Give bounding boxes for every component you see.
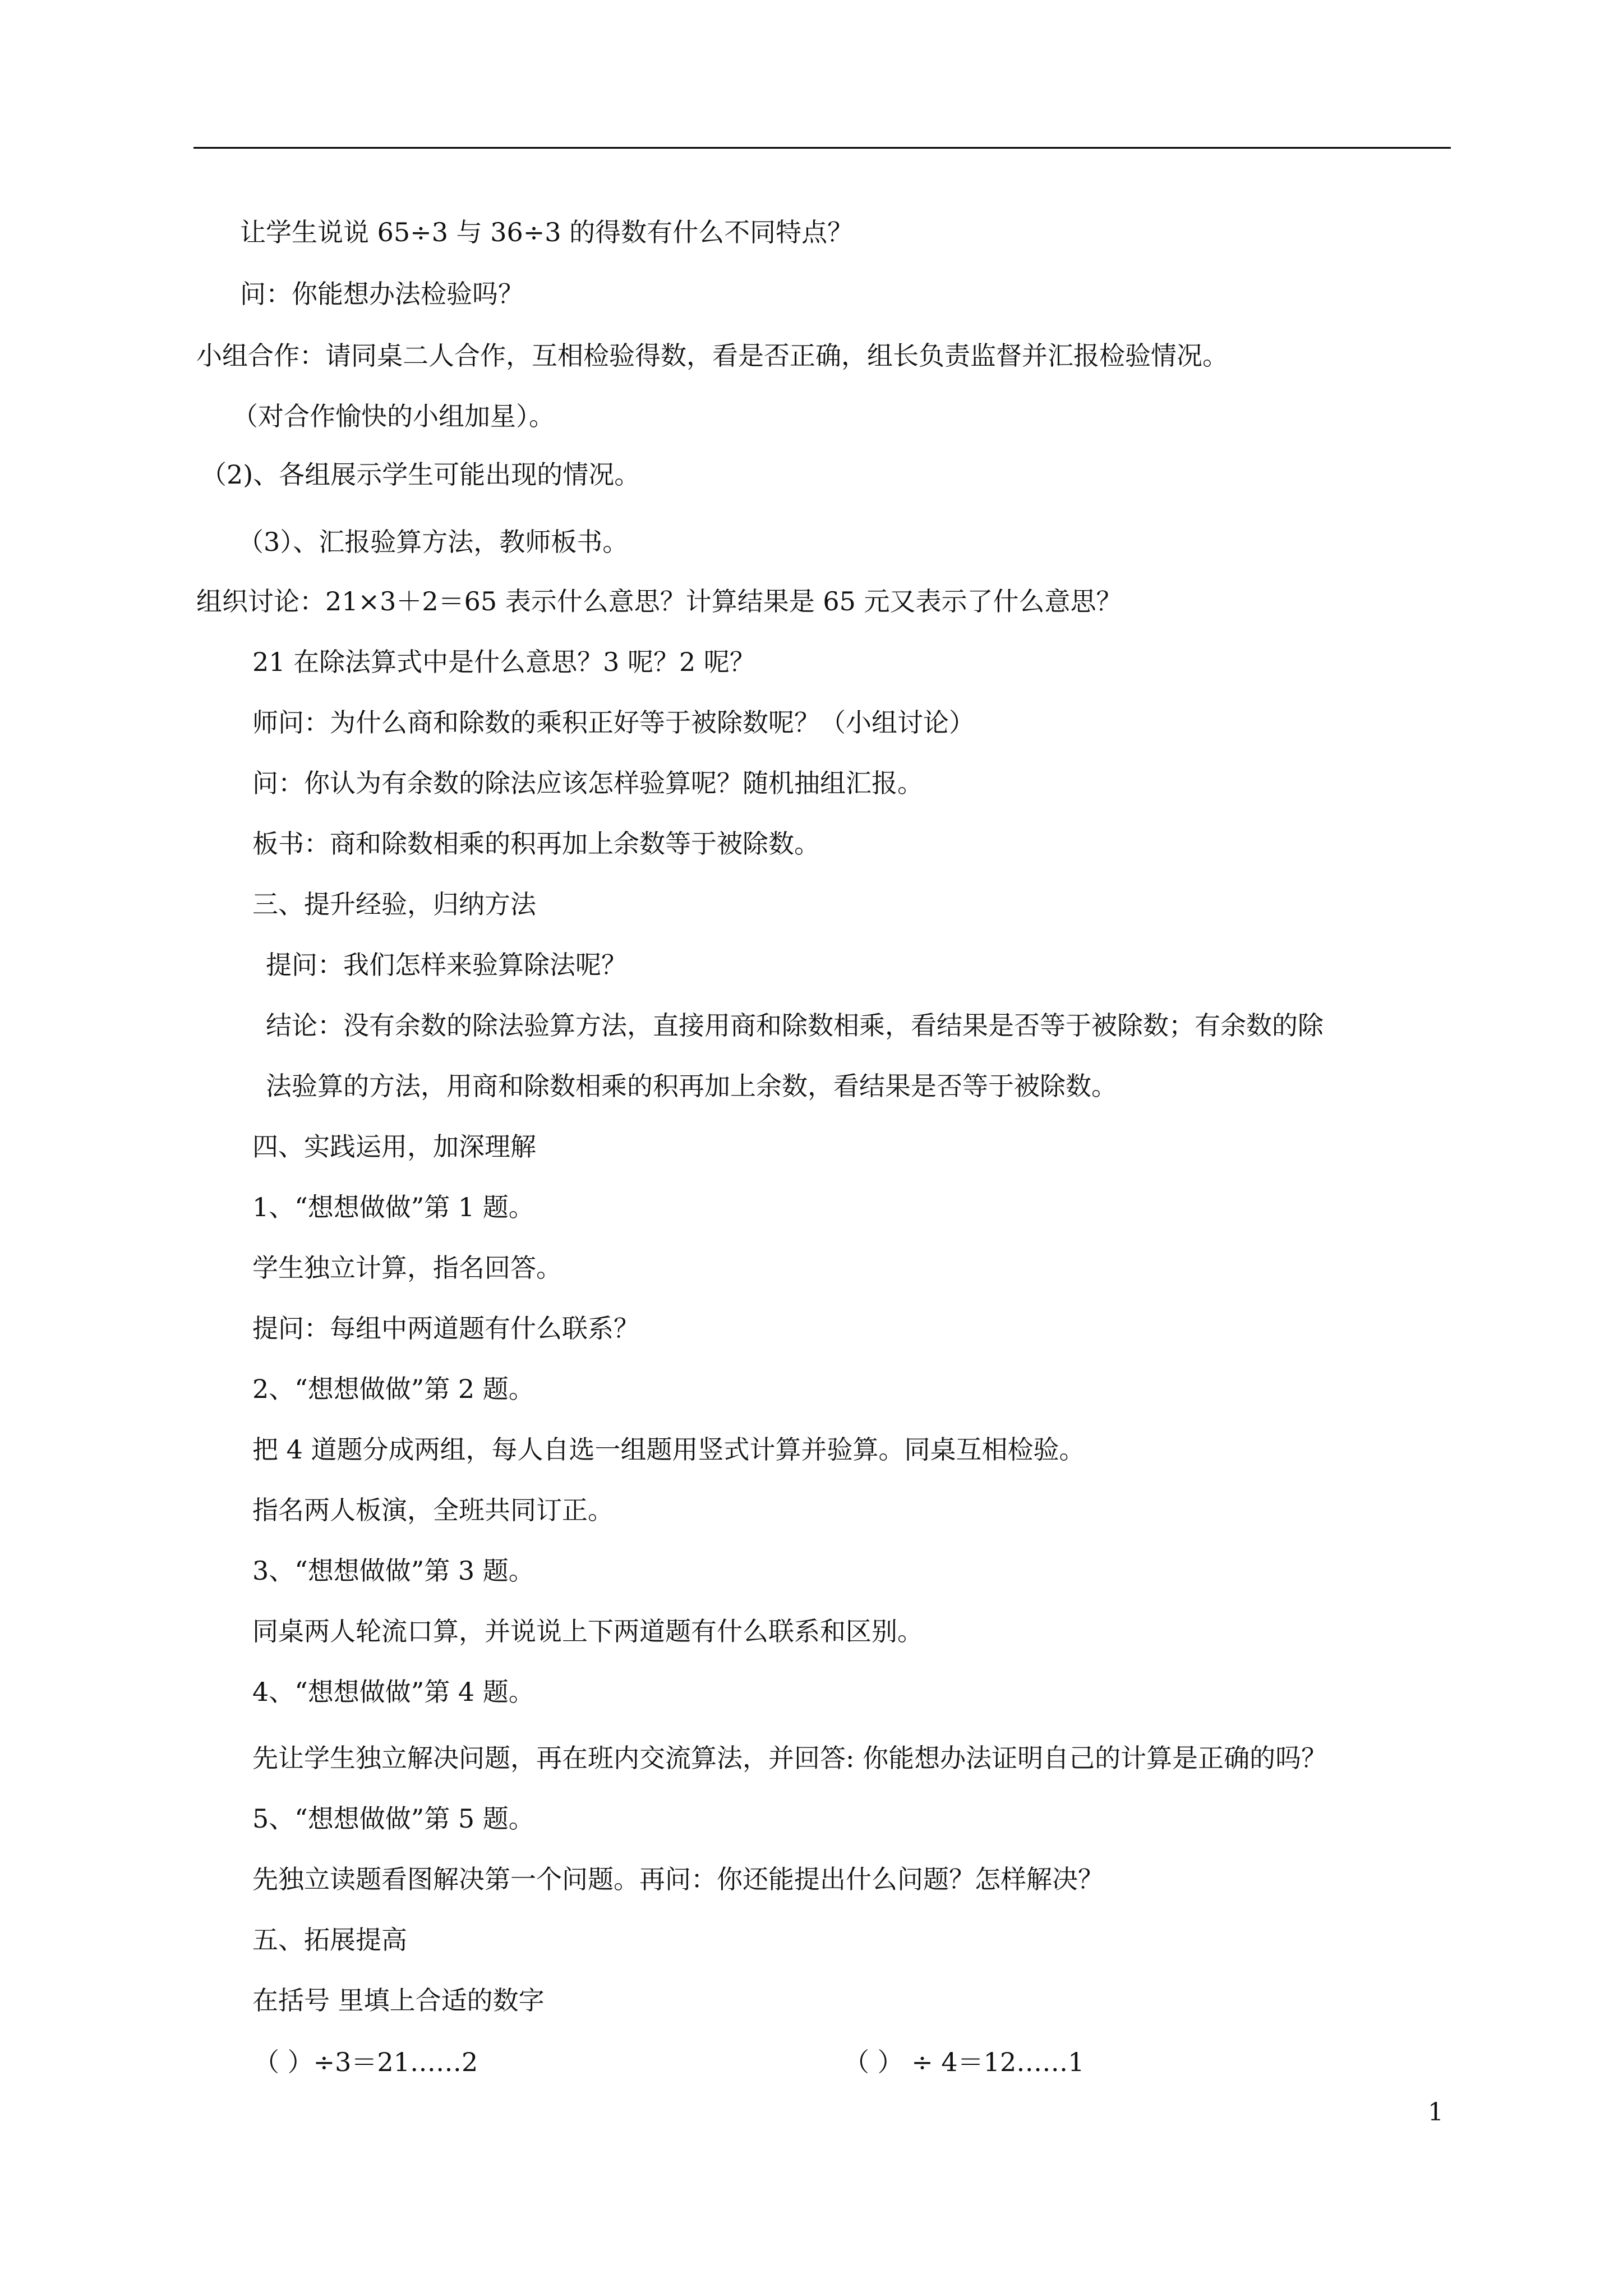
text-line: 提问：每组中两道题有什么联系？ bbox=[252, 1313, 639, 1343]
text-line: （对合作愉快的小组加星）。 bbox=[232, 401, 555, 431]
text-line: 结论：没有余数的除法验算方法，直接用商和除数相乘，看结果是否等于被除数；有余数的除 bbox=[266, 1010, 1324, 1041]
text-line: 组织讨论：21×3＋2＝65 表示什么意思？计算结果是 65 元又表示了什么意思？ bbox=[196, 586, 1122, 616]
section-heading: 四、实践运用，加深理解 bbox=[252, 1131, 536, 1162]
text-line: 问：你认为有余数的除法应该怎样验算呢？随机抽组汇报。 bbox=[252, 768, 923, 798]
text-line: 4、“想想做做”第 4 题。 bbox=[252, 1677, 534, 1707]
section-heading: 三、提升经验，归纳方法 bbox=[252, 889, 536, 919]
text-line: 同桌两人轮流口算，并说说上下两道题有什么联系和区别。 bbox=[252, 1616, 923, 1646]
page-number: 1 bbox=[1428, 2098, 1444, 2127]
text-line: 提问：我们怎样来验算除法呢？ bbox=[266, 950, 627, 980]
text-line: 在括号 里填上合适的数字 bbox=[252, 1985, 545, 2016]
text-line: 把 4 道题分成两组，每人自选一组题用竖式计算并验算。同桌互相检验。 bbox=[252, 1434, 1085, 1465]
text-line: 2、“想想做做”第 2 题。 bbox=[252, 1374, 534, 1404]
equation-right: （ ） ÷ 4＝12……1 bbox=[843, 2047, 1085, 2077]
text-line: 问：你能想办法检验吗？ bbox=[240, 279, 524, 309]
text-line: 小组合作：请同桌二人合作，互相检验得数，看是否正确，组长负责监督并汇报检验情况。 bbox=[196, 341, 1228, 371]
text-line: 指名两人板演，全班共同订正。 bbox=[252, 1495, 614, 1525]
text-line: 3、“想想做做”第 3 题。 bbox=[252, 1556, 534, 1586]
text-line: 5、“想想做做”第 5 题。 bbox=[252, 1803, 534, 1834]
equation-left: （ ）÷3＝21……2 bbox=[253, 2047, 478, 2077]
text-line: 21 在除法算式中是什么意思？3 呢？2 呢？ bbox=[252, 647, 755, 677]
text-line: （3）、汇报验算方法，教师板书。 bbox=[238, 527, 629, 557]
text-line: 板书：商和除数相乘的积再加上余数等于被除数。 bbox=[252, 829, 820, 859]
text-line: 师问：为什么商和除数的乘积正好等于被除数呢？（小组讨论） bbox=[252, 707, 975, 738]
text-line: 学生独立计算，指名回答。 bbox=[252, 1253, 562, 1283]
text-line: 先让学生独立解决问题，再在班内交流算法，并回答: 你能想办法证明自己的计算是正确的吗？ bbox=[252, 1743, 1327, 1773]
text-line: 让学生说说 65÷3 与 36÷3 的得数有什么不同特点？ bbox=[240, 217, 854, 247]
section-heading: 五、拓展提高 bbox=[252, 1925, 407, 1955]
text-line: （2)、各组展示学生可能出现的情况。 bbox=[201, 459, 640, 490]
header-rule bbox=[193, 147, 1451, 149]
text-line: 法验算的方法，用商和除数相乘的积再加上余数，看结果是否等于被除数。 bbox=[266, 1071, 1117, 1101]
text-line: 1、“想想做做”第 1 题。 bbox=[252, 1192, 534, 1222]
text-line: 先独立读题看图解决第一个问题。再问：你还能提出什么问题？怎样解决？ bbox=[252, 1864, 1104, 1894]
